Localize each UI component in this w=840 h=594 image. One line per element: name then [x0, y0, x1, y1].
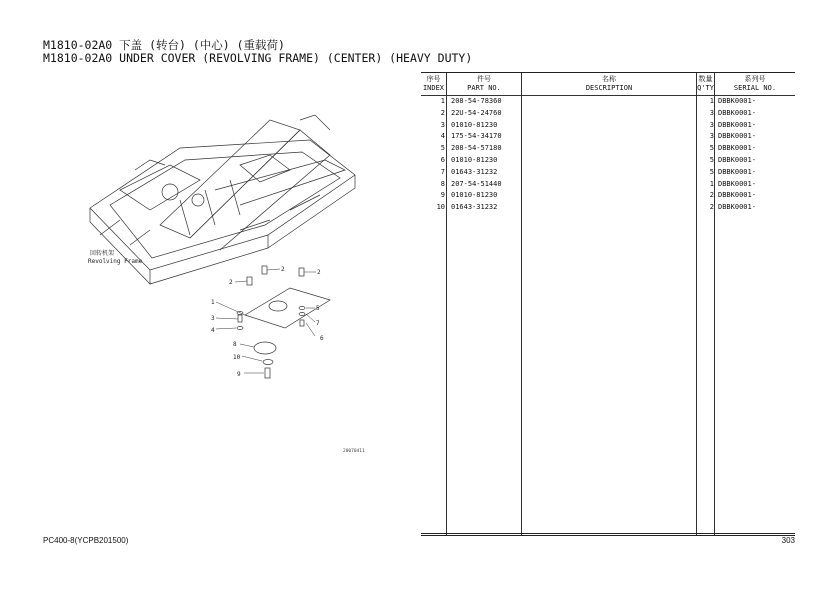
row-quantity: 3 — [709, 132, 714, 141]
row-serial: DBBK0001- — [718, 144, 756, 153]
table-row — [421, 108, 795, 120]
row-index: 1 — [440, 97, 445, 105]
callout-6: 6 — [320, 335, 324, 342]
row-part-number: 207-54-51440 — [451, 179, 502, 188]
table-row — [421, 179, 795, 191]
parts-list-table — [421, 72, 795, 536]
table-row — [421, 155, 795, 167]
callout-10: 10 — [233, 354, 241, 361]
row-part-number: 01643-31232 — [451, 203, 498, 212]
footer-page-number: 303 — [781, 536, 795, 545]
callout-4: 4 — [211, 327, 215, 334]
row-index: 4 — [440, 132, 445, 141]
row-quantity: 1 — [709, 97, 714, 105]
row-part-number: 01010-81230 — [451, 156, 498, 164]
row-part-number: 208-54-78360 — [451, 97, 502, 105]
table-row — [421, 190, 795, 202]
callout-2b: 2 — [281, 266, 285, 273]
row-quantity: 3 — [709, 120, 714, 129]
row-index: 6 — [440, 156, 445, 164]
row-part-number: 175-54-34170 — [451, 132, 502, 141]
callout-1: 1 — [211, 299, 215, 306]
callout-7: 7 — [316, 320, 320, 327]
callout-8: 8 — [233, 341, 237, 348]
figure-id: 20070411 — [343, 449, 365, 454]
table-header — [421, 73, 795, 96]
row-quantity: 1 — [709, 179, 714, 188]
callout-2a: 2 — [229, 279, 233, 286]
row-quantity: 3 — [709, 108, 714, 117]
row-quantity: 5 — [709, 167, 714, 176]
row-index: 3 — [440, 120, 445, 129]
row-part-number: 01643-31232 — [451, 167, 498, 176]
callout-3: 3 — [211, 315, 215, 322]
row-part-number: 01010-81230 — [451, 120, 498, 129]
row-serial: DBBK0001- — [718, 132, 756, 141]
frame-label-cn: 回转机架 — [90, 250, 115, 257]
row-serial: DBBK0001- — [718, 97, 756, 105]
page-title-english: M1810-02A0 UNDER COVER (REVOLVING FRAME) (CENTER) (HEAVY DUTY) — [43, 51, 473, 65]
grommet-part-c — [299, 268, 304, 276]
row-quantity: 2 — [709, 191, 714, 200]
row-serial: DBBK0001- — [718, 203, 756, 212]
table-row — [421, 143, 795, 155]
header-serial-no: 系列号 SERIAL NO. — [733, 75, 777, 92]
row-serial: DBBK0001- — [718, 179, 756, 188]
row-serial: DBBK0001- — [718, 167, 756, 176]
row-serial: DBBK0001- — [718, 156, 756, 164]
header-description: 名称 DESCRIPTION — [585, 75, 633, 92]
header-index: 序号 INDEX — [422, 75, 445, 92]
header-part-no: 件号 PART NO. — [467, 75, 501, 92]
table-row — [421, 120, 795, 132]
row-quantity: 5 — [709, 144, 714, 153]
callout-9: 9 — [237, 371, 241, 378]
row-index: 5 — [440, 144, 445, 153]
row-quantity: 5 — [709, 156, 714, 164]
row-serial: DBBK0001- — [718, 191, 756, 200]
row-serial: DBBK0001- — [718, 108, 756, 117]
table-row — [421, 131, 795, 143]
row-quantity: 2 — [709, 203, 714, 212]
footer-model: PC400-8(YCPB201500) — [43, 536, 129, 545]
row-index: 8 — [440, 179, 445, 188]
table-row — [421, 202, 795, 214]
table-row — [421, 167, 795, 179]
row-serial: DBBK0001- — [718, 120, 756, 129]
row-part-number: 01010-81230 — [451, 191, 498, 200]
row-index: 2 — [440, 108, 445, 117]
page-title-chinese: M1810-02A0 下盖 (转台) (中心) (重载荷) — [43, 38, 285, 52]
table-row — [421, 96, 795, 108]
row-index: 7 — [440, 167, 445, 176]
grommet-part-a — [247, 277, 252, 285]
row-index: 10 — [436, 203, 445, 212]
row-index: 9 — [440, 191, 445, 200]
callout-5: 5 — [316, 305, 320, 312]
callout-2c: 2 — [317, 269, 321, 276]
header-quantity: 数量 Q'TY — [697, 75, 714, 92]
grommet-part-b — [262, 266, 267, 274]
row-part-number: 22U-54-24760 — [451, 108, 502, 117]
exploded-parts-diagram — [40, 70, 410, 460]
row-part-number: 208-54-57180 — [451, 144, 502, 153]
frame-label-en: Revolving Frame — [88, 258, 143, 265]
